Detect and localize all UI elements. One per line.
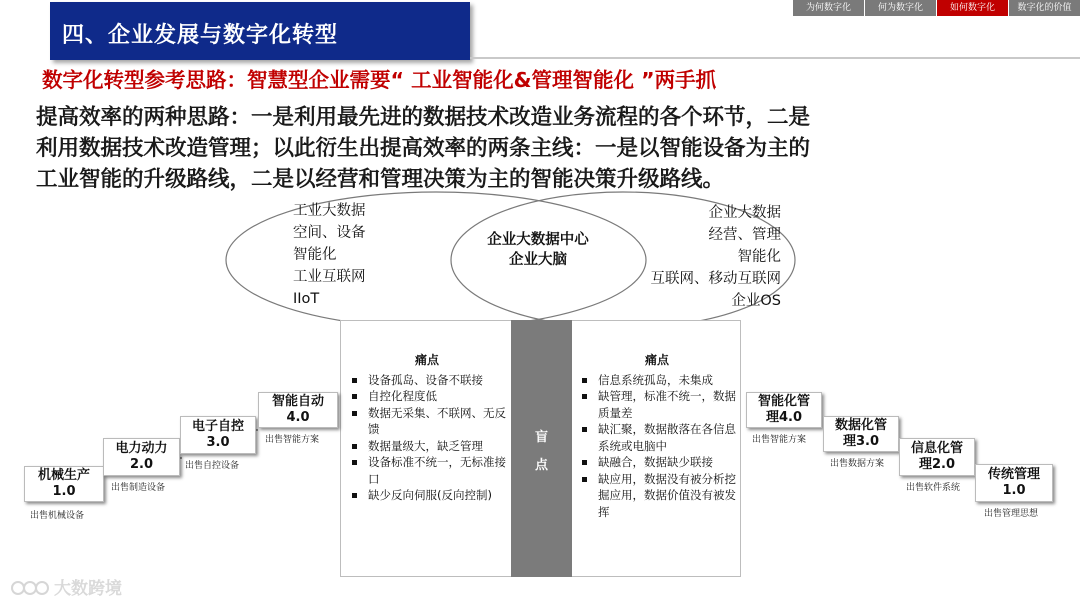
blind-spot-char: 盲: [534, 430, 548, 445]
venn-right-line: 企业大数据: [708, 205, 781, 221]
blind-spot-label: [511, 428, 572, 476]
venn-right-line: 智能化: [737, 249, 781, 265]
step-caption: 出售机械设备: [30, 511, 85, 521]
step-caption: 出售自控设备: [185, 461, 240, 471]
step-caption: 出售数据方案: [830, 459, 885, 469]
body-line-1: 提高效率的两种思路：一是利用最先进的数据技术改造业务流程的各个环节，二是: [36, 105, 811, 130]
slide-subtitle: 数字化转型参考思路：智慧型企业需要“ 工业智能化&管理智能化 ”两手抓: [42, 68, 717, 92]
pain-item: 数据无采集、不联网、无反馈: [348, 405, 506, 438]
page-title: 四、企业发展与数字化转型: [62, 23, 339, 48]
pain-list-industrial: [348, 352, 506, 504]
venn-right-line: 企业OS: [731, 293, 781, 309]
venn-left-text: [293, 200, 366, 310]
pain-item: 自控化程度低: [348, 388, 506, 405]
step-caption: 出售制造设备: [111, 483, 166, 493]
pain-item: 数据量级大，缺乏管理: [348, 438, 506, 455]
pain-item: 设备标准不统一，无标准接口: [348, 454, 506, 487]
pain-item: 缺汇聚，数据散落在各信息系统或电脑中: [578, 421, 736, 454]
step-name: 传统管理: [987, 467, 1040, 482]
step-version: 1.0: [1002, 483, 1026, 498]
venn-left-line: IIoT: [293, 291, 320, 307]
step-name: 电力动力: [115, 441, 168, 456]
tab-digital-value[interactable]: 数字化的价值: [1009, 0, 1080, 16]
step-name: 智能自动: [271, 394, 324, 409]
venn-left-line: 空间、设备: [293, 225, 366, 241]
venn-left-line: 智能化: [293, 247, 337, 263]
pain-item: 信息系统孤岛，未集成: [578, 372, 736, 389]
step-version: 2.0: [129, 457, 154, 472]
pain-list-management: [578, 352, 736, 520]
pain-title: 痛点: [414, 353, 439, 367]
venn-center-line: 企业大数据中心: [487, 232, 589, 248]
pain-item: 缺管理，标准不统一，数据质量差: [578, 388, 736, 421]
pain-item: 设备孤岛、设备不联接: [348, 372, 506, 389]
step-mechanical-1: [24, 466, 104, 502]
pain-item: 缺融合，数据缺少联接: [578, 454, 736, 471]
step-caption: 出售智能方案: [752, 435, 807, 445]
step-info-mgmt-2: [899, 438, 975, 476]
venn-left-line: 工业互联网: [293, 269, 366, 285]
tab-what-digital[interactable]: 何为数字化: [865, 0, 936, 16]
step-name: 数据化管: [834, 418, 887, 433]
step-electronic-3: [180, 416, 256, 454]
step-data-mgmt-3: [823, 416, 899, 452]
step-name: 信息化管: [910, 441, 963, 456]
step-caption: 出售管理思想: [984, 509, 1039, 519]
venn-left-line: 工业大数据: [293, 203, 366, 219]
step-smart-auto-4: [258, 392, 338, 428]
step-version: 理4.0: [765, 410, 803, 425]
step-name: 电子自控: [191, 419, 244, 434]
body-line-3: 工业智能的升级路线，二是以经营和管理决策为主的智能决策升级路线。: [36, 167, 725, 192]
step-caption: 出售软件系统: [906, 483, 961, 493]
step-version: 3.0: [206, 435, 230, 450]
venn-right-line: 经营、管理: [708, 227, 781, 243]
step-power-2: [103, 438, 180, 476]
body-line-2: 利用数据技术改造管理；以此衍生出提高效率的两条主线：一是以智能设备为主的: [36, 136, 811, 161]
step-version: 理3.0: [842, 434, 880, 449]
step-version: 4.0: [286, 410, 310, 425]
venn-right-line: 互联网、移动互联网: [650, 271, 781, 287]
tab-how-digital[interactable]: 如何数字化: [937, 0, 1008, 16]
watermark-logo-icon: [10, 577, 50, 597]
tab-why-digital[interactable]: 为何数字化: [793, 0, 864, 16]
step-name: 智能化管: [757, 394, 810, 409]
venn-center-line: 企业大脑: [509, 252, 567, 268]
step-name: 机械生产: [37, 468, 90, 483]
step-version: 理2.0: [918, 457, 956, 472]
step-version: 1.0: [52, 484, 76, 499]
blind-spot-char: 点: [534, 458, 548, 473]
watermark-text: 大数跨境: [54, 579, 122, 599]
step-smart-mgmt-4: [746, 392, 822, 428]
venn-right-text: [596, 202, 781, 312]
pain-item: 缺少反向伺服(反向控制): [348, 487, 506, 504]
step-caption: 出售智能方案: [265, 435, 320, 445]
pain-title: 痛点: [644, 353, 669, 367]
step-traditional-mgmt-1: [975, 464, 1053, 502]
pain-item: 缺应用，数据没有被分析挖掘应用，数据价值没有被发挥: [578, 471, 736, 521]
